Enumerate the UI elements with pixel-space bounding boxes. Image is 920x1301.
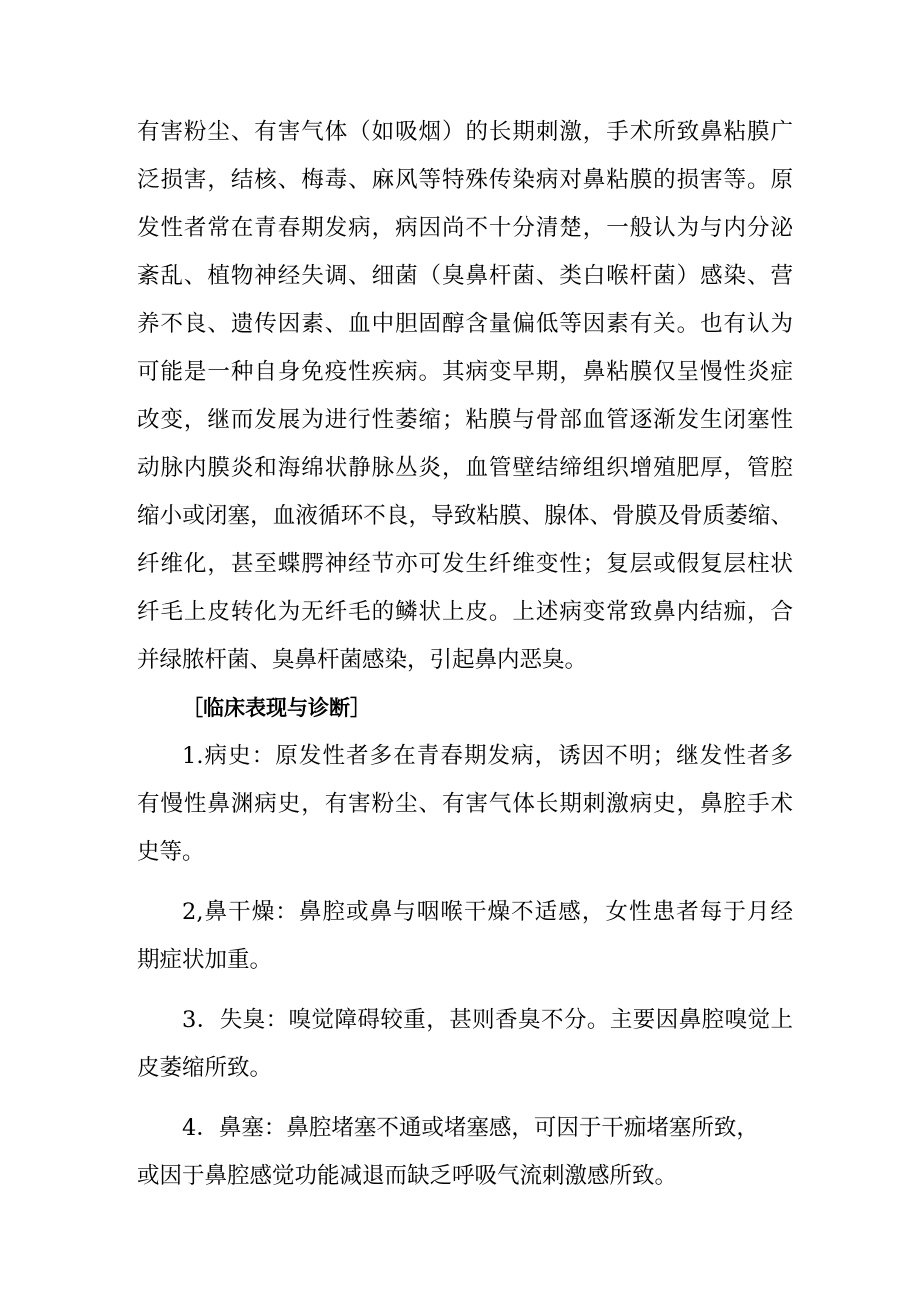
text-line: 缩小或闭塞，血液循环不良，导致粘膜、腺体、骨膜及骨质萎缩、 <box>137 503 793 529</box>
spacer <box>137 876 793 888</box>
text-line: 3．失臭：嗅觉障碍较重，甚则香臭不分。主要因鼻腔嗅觉上 <box>182 1007 793 1033</box>
text-line: 动脉内膜炎和海绵状静脉丛炎，血管壁结缔组织增殖肥厚，管腔 <box>137 455 793 481</box>
text-line: 期症状加重。 <box>137 947 273 973</box>
text-line: 4．鼻塞：鼻腔堵塞不通或堵塞感，可因于干痂堵塞所致， <box>182 1115 759 1141</box>
list-item-history <box>137 732 793 876</box>
spacer <box>137 984 793 996</box>
text-line: 纤维化，甚至蝶腭神经节亦可发生纤维变性；复层或假复层柱状 <box>137 551 793 577</box>
text-line: 可能是一种自身免疫性疾病。其病变早期，鼻粘膜仅呈慢性炎症 <box>137 359 793 385</box>
text-line: 泛损害，结核、梅毒、麻风等特殊传染病对鼻粘膜的损害等。原 <box>137 167 793 193</box>
text-line: 1.病史：原发性者多在青春期发病，诱因不明；继发性者多 <box>182 743 793 769</box>
section-heading: ［临床表现与诊断］ <box>182 696 371 720</box>
text-line: 改变，继而发展为进行性萎缩；粘膜与骨部血管逐渐发生闭塞性 <box>137 407 793 433</box>
list-item-anosmia <box>137 996 793 1092</box>
document-page <box>137 108 793 1200</box>
text-line: 2,鼻干燥：鼻腔或鼻与咽喉干燥不适感，女性患者每于月经 <box>182 899 793 925</box>
text-line: 或因于鼻腔感觉功能减退而缺乏呼吸气流刺激感所致。 <box>137 1163 678 1189</box>
text-line: 皮萎缩所致。 <box>137 1055 273 1081</box>
text-line: 养不良、遗传因素、血中胆固醇含量偏低等因素有关。也有认为 <box>137 311 793 337</box>
text-line: 有害粉尘、有害气体（如吸烟）的长期刺激，手术所致鼻粘膜广 <box>137 119 793 145</box>
list-item-nasal-obstruction <box>137 1104 793 1200</box>
text-line: 史等。 <box>137 839 205 865</box>
list-item-nasal-dryness <box>137 888 793 984</box>
text-line: 有慢性鼻渊病史，有害粉尘、有害气体长期刺激病史，鼻腔手术 <box>137 791 793 817</box>
text-line: 并绿脓杆菌、臭鼻杆菌感染，引起鼻内恶臭。 <box>137 647 588 673</box>
text-line: 纤毛上皮转化为无纤毛的鳞状上皮。上述病变常致鼻内结痂，合 <box>137 599 793 625</box>
paragraph-etiology <box>137 108 793 684</box>
spacer <box>137 1092 793 1104</box>
text-line: 紊乱、植物神经失调、细菌（臭鼻杆菌、类白喉杆菌）感染、营 <box>137 263 793 289</box>
text-line: 发性者常在青春期发病，病因尚不十分清楚，一般认为与内分泌 <box>137 215 793 241</box>
